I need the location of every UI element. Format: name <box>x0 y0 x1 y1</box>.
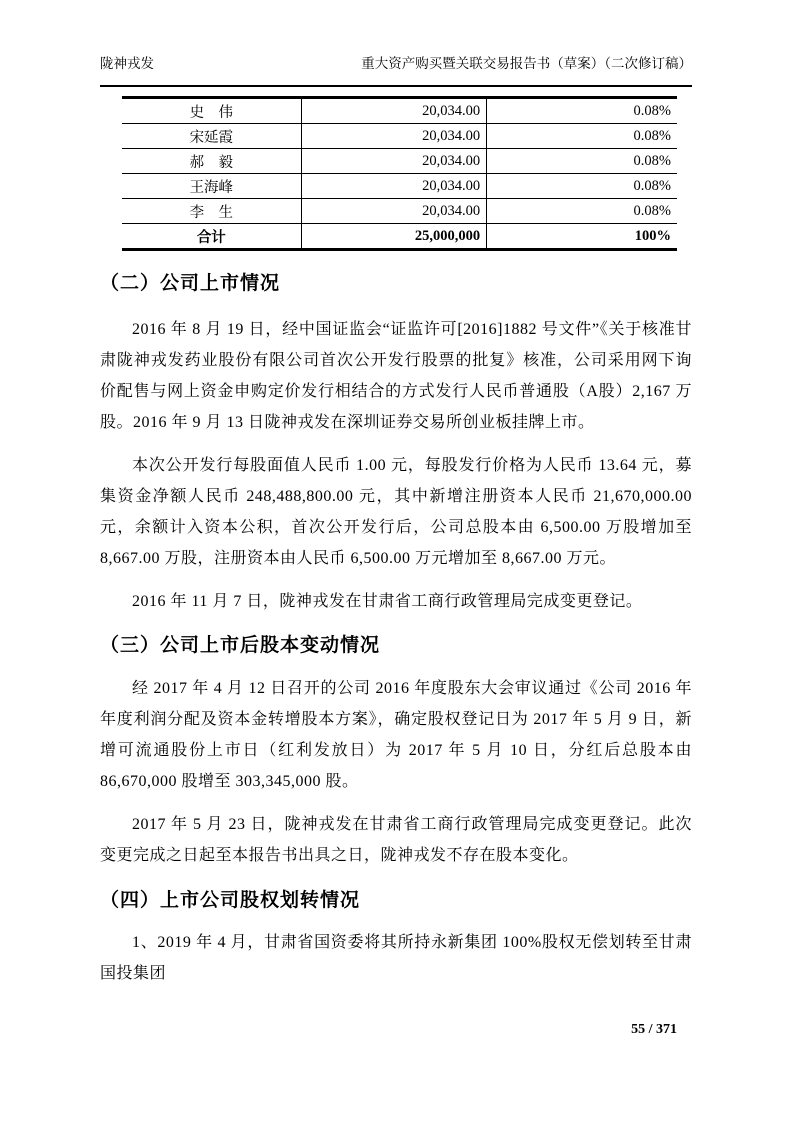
table-row <box>122 174 677 199</box>
shareholder-shares: 20,034.00 <box>301 174 486 199</box>
running-header <box>100 55 692 87</box>
shareholder-name: 李 生 <box>122 199 301 224</box>
total-shares: 25,000,000 <box>301 224 486 250</box>
shareholder-percent: 0.08% <box>487 174 677 199</box>
paragraph: 经 2017 年 4 月 12 日召开的公司 2016 年度股东大会审议通过《公司 2016 年年度利润分配及资本金转增股本方案》，确定股权登记日为 2017 年 5 月 9 日，新增可流通股份上市日（红利发放日）为 2017 年 5 月 10 日，分红后总股本由 86,670,000 股增至 303,345,000 股。 <box>100 680 692 790</box>
shareholder-percent: 0.08% <box>487 98 677 124</box>
section-heading-equity-transfer: （四）上市公司股权划转情况 <box>100 890 361 911</box>
shareholder-name: 宋延霞 <box>122 124 301 149</box>
shareholder-name: 郝 毅 <box>122 149 301 174</box>
shareholder-shares: 20,034.00 <box>301 98 486 124</box>
shareholder-percent: 0.08% <box>487 199 677 224</box>
shareholder-shares: 20,034.00 <box>301 199 486 224</box>
section-heading-listing-status: （二）公司上市情况 <box>100 273 281 294</box>
header-company-name: 陇神戎发 <box>100 56 154 71</box>
table-row <box>122 124 677 149</box>
header-report-title: 重大资产购买暨关联交易报告书（草案）（二次修订稿） <box>361 56 692 71</box>
table-total-row <box>122 224 677 250</box>
shareholder-percent: 0.08% <box>487 124 677 149</box>
paragraph: 2017 年 5 月 23 日，陇神戎发在甘肃省工商行政管理局完成变更登记。此次变更完成之日起至本报告书出具之日，陇神戎发不存在股本变化。 <box>100 816 692 864</box>
paragraph: 本次公开发行每股面值人民币 1.00 元，每股发行价格为人民币 13.64 元，募集资金净额人民币 248,488,800.00 元，其中新增注册资本人民币 21,670,000.00 元，余额计入资本公积，首次公开发行后，公司总股本由 6,500.00 万股增加至 8,667.00 万股，注册资本由人民币 6,500.00 万元增加至 8,667.00 万元。 <box>100 457 692 567</box>
shareholder-table <box>122 96 677 251</box>
paragraph: 2016 年 11 月 7 日，陇神戎发在甘肃省工商行政管理局完成变更登记。 <box>132 593 643 610</box>
shareholder-shares: 20,034.00 <box>301 124 486 149</box>
shareholder-shares: 20,034.00 <box>301 149 486 174</box>
total-label: 合计 <box>122 224 301 250</box>
shareholder-name: 史 伟 <box>122 98 301 124</box>
page-number: 55 / 371 <box>631 1022 677 1037</box>
paragraph: 1、2019 年 4 月，甘肃省国资委将其所持永新集团 100%股权无偿划转至甘肃国投集团 <box>100 934 692 982</box>
shareholder-name: 王海峰 <box>122 174 301 199</box>
shareholder-percent: 0.08% <box>487 149 677 174</box>
total-percent: 100% <box>634 227 671 244</box>
paragraph: 2016 年 8 月 19 日，经中国证监会“证监许可[2016]1882 号文件”《关于核准甘肃陇神戎发药业股份有限公司首次公开发行股票的批复》核准，公司采用网下询价配售与网上资金申购定价发行相结合的方式发行人民币普通股（A股）2,167 万股。2016 年 9 月 13 日陇神戎发在深圳证券交易所创业板挂牌上市。 <box>100 321 692 431</box>
table-row <box>122 149 677 174</box>
table-row <box>122 98 677 124</box>
table-row <box>122 199 677 224</box>
section-heading-share-capital-changes: （三）公司上市后股本变动情况 <box>100 635 381 656</box>
